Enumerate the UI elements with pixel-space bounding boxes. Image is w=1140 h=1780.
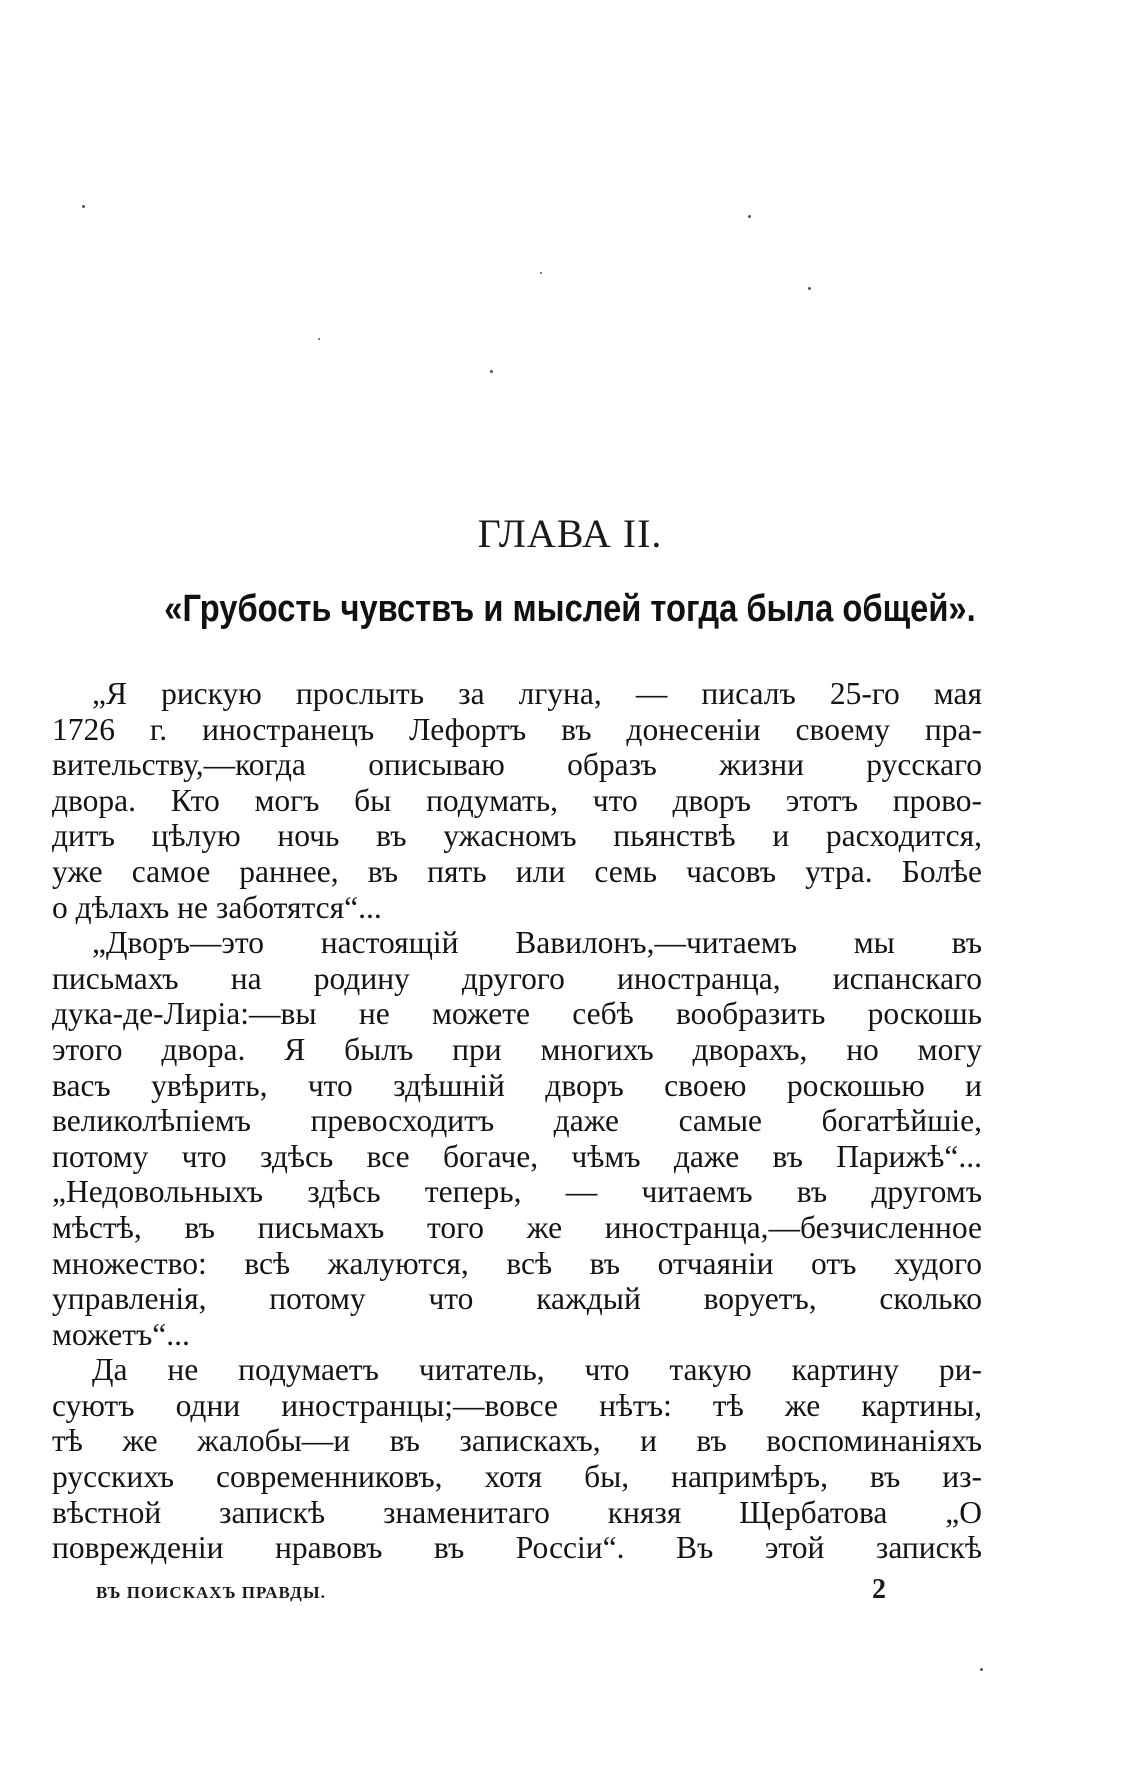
text-line: 1726 г. иностранецъ Лефортъ въ донесенiи своему пра-: [52, 711, 982, 747]
text-line: дука-де-Лирiа:—вы не можете себѣ вообразить роскошь: [52, 996, 982, 1032]
body-text: [52, 676, 982, 1566]
text-line: множество: всѣ жалуются, всѣ въ отчаянiи отъ худого: [52, 1245, 982, 1281]
scan-speck: [980, 1668, 983, 1671]
text-line: тѣ же жалобы—и въ запискахъ, и въ воспоминанiяхъ: [52, 1423, 982, 1459]
text-line: поврежденiи нравовъ въ Россiи“. Въ этой запискѣ: [52, 1530, 982, 1566]
text-line: Да не подумаетъ читатель, что такую картину ри-: [92, 1352, 982, 1388]
scan-speck: [318, 338, 320, 340]
running-footer: ВЪ ПОИСКАХЪ ПРАВДЫ.: [96, 1583, 326, 1602]
text-line: о дѣлахъ не заботятся“...: [52, 889, 382, 925]
scan-speck: [490, 370, 493, 373]
text-line: вѣстной запискѣ знаменитаго князя Щербатова „О: [52, 1494, 982, 1530]
text-line: вительству,—когда описываю образъ жизни русскаго: [52, 747, 982, 783]
text-line: этого двора. Я былъ при многихъ дворахъ, но могу: [52, 1031, 982, 1067]
text-line: управленiя, потому что каждый воруетъ, сколько: [52, 1281, 982, 1317]
scan-speck: [540, 272, 542, 274]
text-line: дитъ цѣлую ночь въ ужасномъ пьянствѣ и расходится,: [52, 818, 982, 854]
page-number: 2: [872, 1574, 886, 1605]
text-line: уже самое раннее, въ пять или семь часовъ утра. Болѣе: [52, 853, 982, 889]
text-line: письмахъ на родину другого иностранца, испанскаго: [52, 960, 982, 996]
text-line: можетъ“...: [52, 1316, 190, 1352]
text-line: двора. Кто могъ бы подумать, что дворъ этотъ прово-: [52, 782, 982, 818]
text-line: великолѣпiемъ превосходитъ даже самые богатѣйшiе,: [52, 1103, 982, 1139]
text-line: васъ увѣрить, что здѣшнiй дворъ своею роскошью и: [52, 1067, 982, 1103]
chapter-heading: ГЛАВА II.: [477, 511, 663, 556]
scan-speck: [82, 205, 85, 208]
scan-speck: [808, 287, 811, 290]
text-line: „Дворъ—это настоящiй Вавилонъ,—читаемъ мы въ: [92, 925, 982, 961]
text-line: суютъ одни иностранцы;—вовсе нѣтъ: тѣ же картины,: [52, 1387, 982, 1423]
text-line: мѣстѣ, въ письмахъ того же иностранца,—безчисленное: [52, 1209, 982, 1245]
text-line: русскихъ современниковъ, хотя бы, напримѣръ, въ из-: [52, 1459, 982, 1495]
text-line: потому что здѣсь все богаче, чѣмъ даже въ Парижѣ“...: [52, 1138, 982, 1174]
text-line: „Я рискую прослыть за лгуна, — писалъ 25-го мая: [92, 676, 982, 711]
scan-speck: [748, 215, 751, 218]
chapter-title: «Грубость чувствъ и мыслей тогда была общей».: [164, 588, 976, 630]
text-line: „Недовольныхъ здѣсь теперь, — читаемъ въ другомъ: [52, 1174, 982, 1210]
